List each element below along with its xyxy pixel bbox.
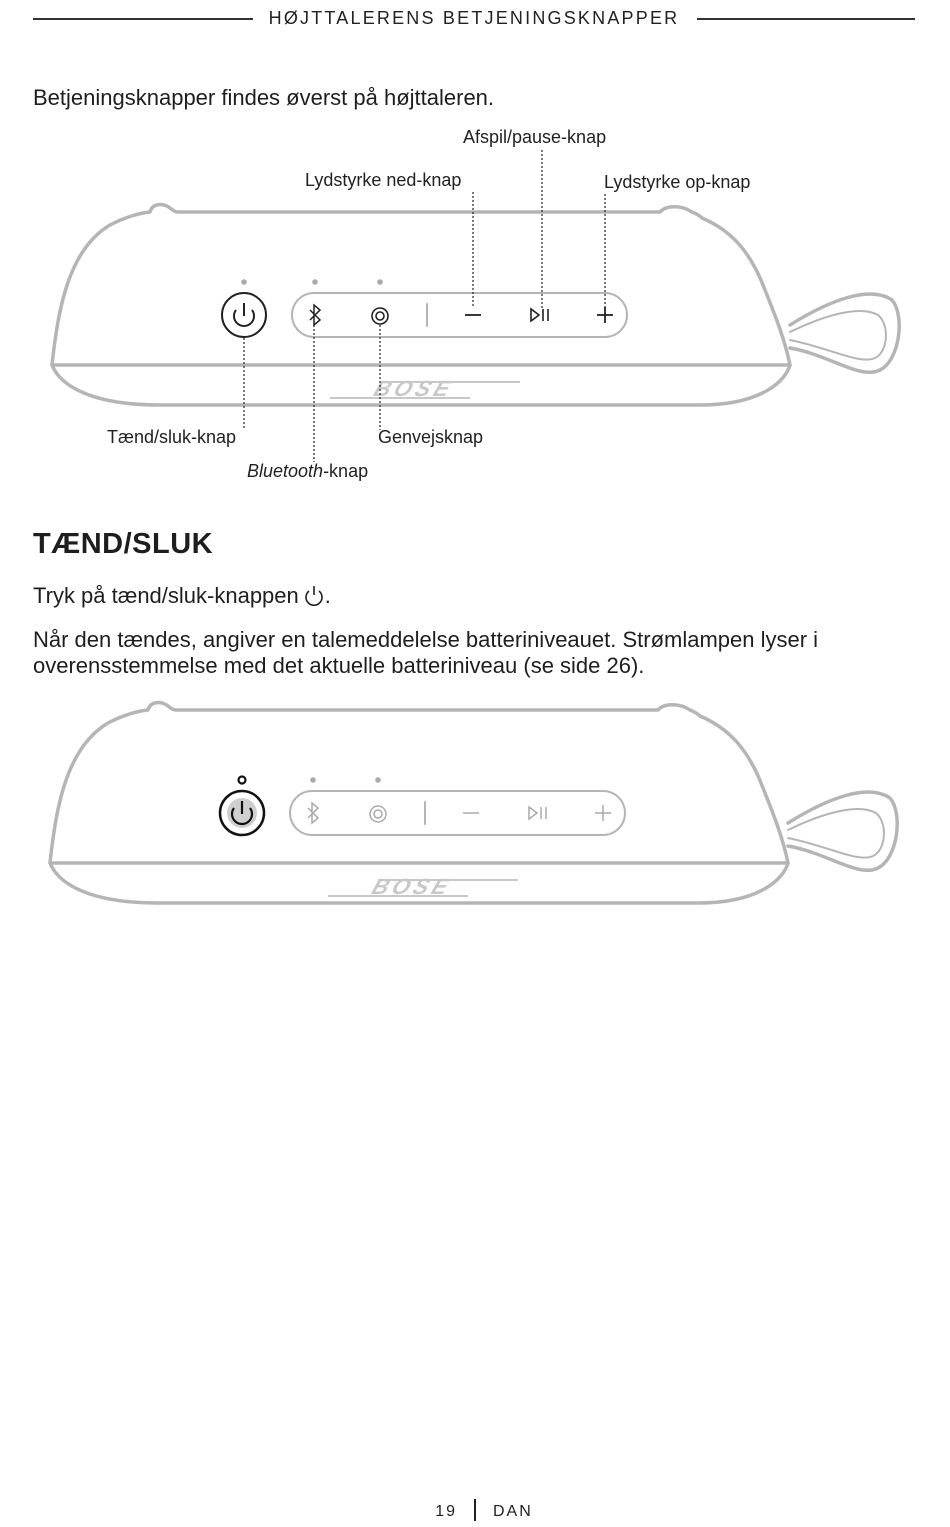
label-shortcut: Genvejsknap (378, 427, 484, 447)
play-pause-icon (531, 309, 548, 321)
power-icon-inline (303, 584, 325, 613)
power-icon (222, 293, 266, 337)
power-instruction (33, 582, 331, 613)
page-header (33, 7, 915, 31)
language-code: DAN (493, 1503, 533, 1520)
power-button-pressed (220, 791, 264, 835)
section-heading: TÆND/SLUK (33, 528, 214, 560)
power-description: Når den tændes, angiver en talemeddelelse batteriniveauet. Strømlampen lyser i overensstemmelse med det aktuelle batteriniveau (se side 26). (33, 627, 819, 678)
label-power: Tænd/sluk-knap (107, 427, 237, 447)
page-footer (0, 1499, 950, 1527)
bose-logo: BOSE (370, 375, 459, 401)
label-volume-up: Lydstyrke op-knap (604, 172, 751, 192)
header-title: HØJTTALERENS BETJENINGSKNAPPER (268, 8, 680, 28)
power-instruction-end: . (324, 583, 331, 608)
bluetooth-icon-2 (308, 803, 318, 823)
header-rule-right (697, 18, 915, 20)
intro-text: Betjeningsknapper findes øverst på højttaleren. (33, 85, 495, 110)
speaker-diagram-labeled (0, 120, 950, 490)
footer-separator (474, 1499, 476, 1521)
label-bluetooth-italic: Bluetooth (247, 461, 324, 481)
label-bluetooth-suffix: -knap (323, 461, 369, 481)
speaker-illustration-2 (0, 618, 950, 918)
plus-icon (597, 307, 613, 323)
bose-logo-2: BOSE (368, 873, 457, 899)
label-bluetooth (247, 460, 368, 482)
button-panel (292, 293, 627, 337)
label-play-pause: Afspil/pause-knap (463, 127, 607, 147)
speaker-diagram-power (0, 618, 950, 918)
led-bluetooth (312, 279, 318, 285)
power-instruction-text: Tryk på tænd/sluk-knappen (33, 583, 299, 608)
led-power-lit (239, 777, 246, 784)
led-power (241, 279, 247, 285)
strap-loop (790, 294, 899, 372)
shortcut-icon (372, 308, 388, 324)
label-volume-down: Lydstyrke ned-knap (305, 170, 462, 190)
led-shortcut (377, 279, 383, 285)
page-number: 19 (435, 1503, 457, 1520)
speaker-body (52, 205, 790, 365)
bluetooth-icon (310, 305, 320, 325)
